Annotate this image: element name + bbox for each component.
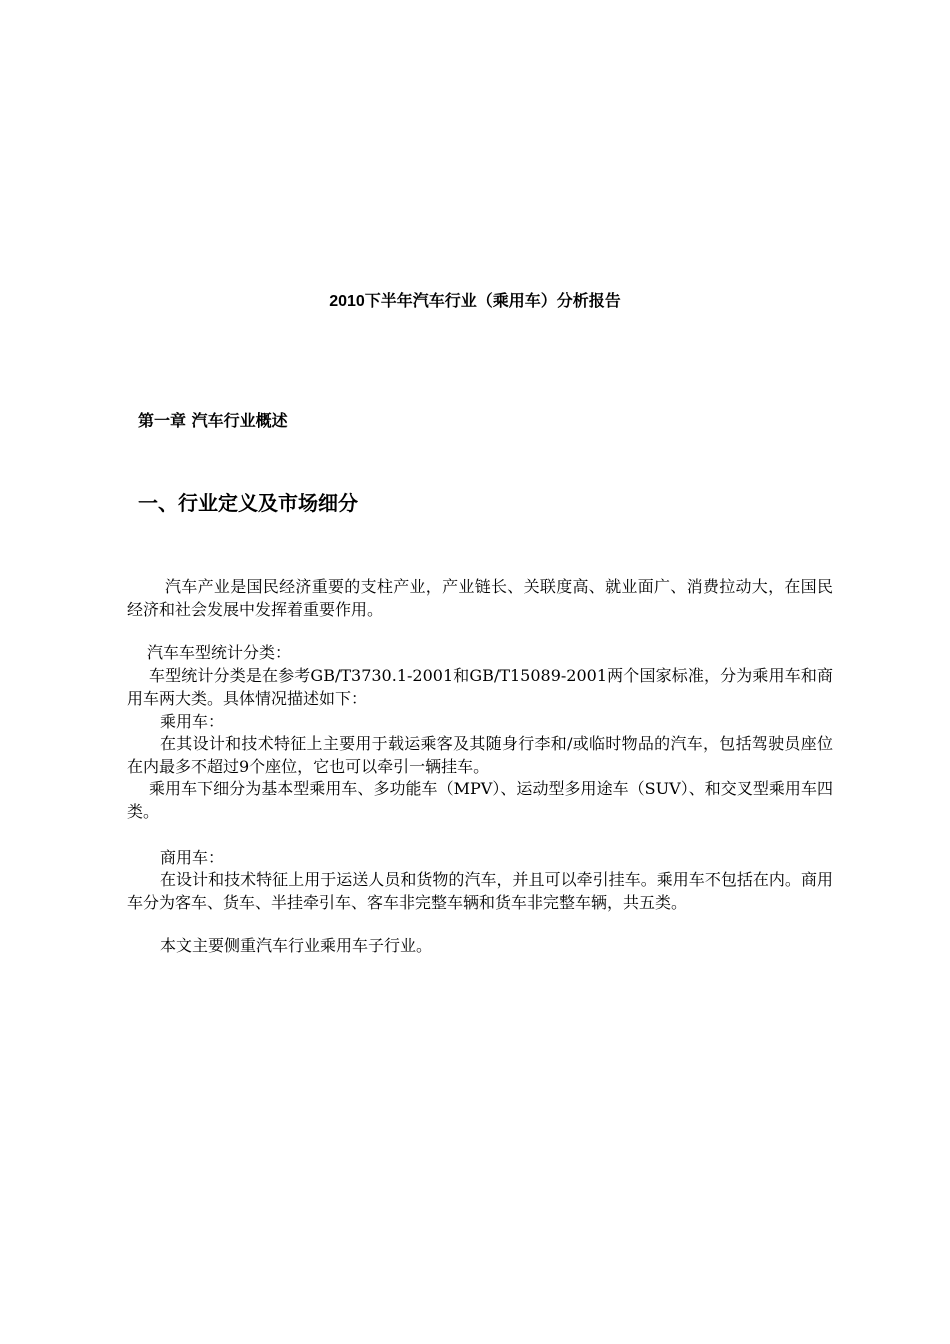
paragraph-passenger-car-definition: 在其设计和技术特征上主要用于载运乘客及其随身行李和/或临时物品的汽车，包括驾驶员座位在内最多不超过9个座位，它也可以牵引一辆挂车。 [127, 734, 833, 776]
paragraph-report-focus: 本文主要侧重汽车行业乘用车子行业。 [160, 936, 433, 955]
paragraph-industry-intro: 汽车产业是国民经济重要的支柱产业，产业链长、关联度高、就业面广、消费拉动大，在国民经济和社会发展中发挥着重要作用。 [127, 577, 833, 619]
paragraph-classification-label: 汽车车型统计分类： [147, 643, 292, 662]
paragraph-commercial-vehicle-label: 商用车： [160, 848, 225, 867]
paragraph-passenger-car-subtypes: 乘用车下细分为基本型乘用车、多功能车（MPV）、运动型多用途车（SUV）、和交叉型乘用车四类。 [127, 779, 833, 821]
section-heading: 一、行业定义及市场细分 [138, 491, 358, 515]
report-title: 2010下半年汽车行业（乘用车）分析报告 [329, 293, 621, 310]
paragraph-passenger-car-label: 乘用车： [160, 712, 225, 731]
paragraph-commercial-vehicle-definition: 在设计和技术特征上用于运送人员和货物的汽车，并且可以牵引挂车。乘用车不包括在内。商用车分为客车、货车、半挂牵引车、客车非完整车辆和货车非完整车辆，共五类。 [127, 870, 833, 912]
chapter-heading: 第一章 汽车行业概述 [138, 411, 288, 430]
paragraph-classification-standards: 车型统计分类是在参考GB/T3730.1-2001和GB/T15089-2001两个国家标准，分为乘用车和商用车两大类。具体情况描述如下： [127, 666, 833, 708]
